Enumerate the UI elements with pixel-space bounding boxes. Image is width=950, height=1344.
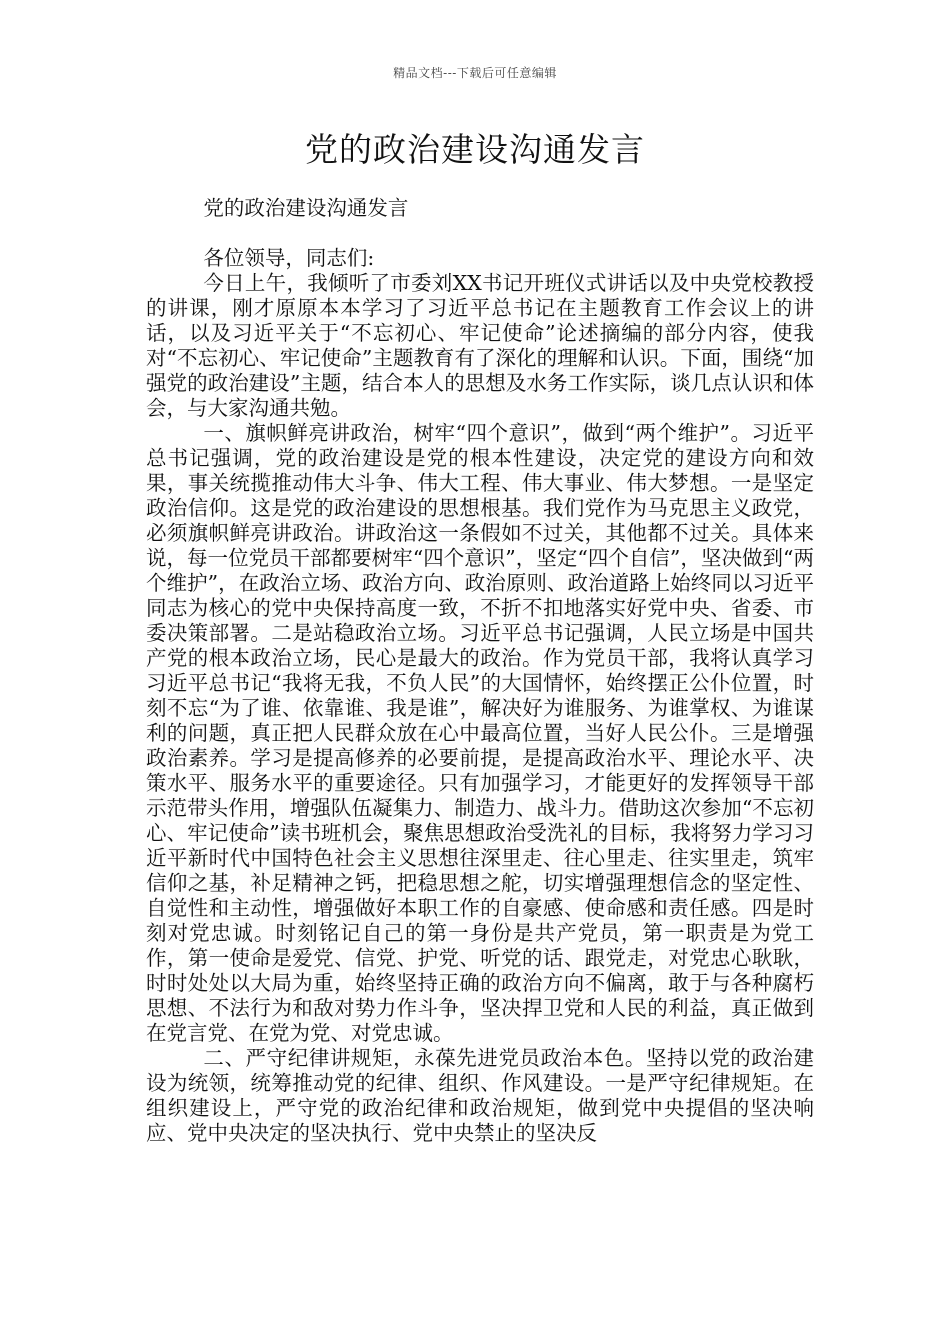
paragraph-section-two: 二、严守纪律讲规矩，永葆先进党员政治本色。坚持以党的政治建设为统领，统筹推动党的纪律、组织、作风建设。一是严守纪律规矩。在组织建设上，严守党的政治纪律和政治规矩，做到党中央提倡的坚决响应、党中央决定的坚决执行、党中央禁止的坚决反 xyxy=(146,1046,814,1145)
salutation: 各位领导，同志们: xyxy=(203,246,375,270)
document-body xyxy=(146,196,814,1146)
paragraph-section-one: 一、旗帜鲜亮讲政治，树牢“四个意识”，做到“两个维护”。习近平总书记强调，党的政治建设是党的根本性建设，决定党的建设方向和效果，事关统揽推动伟大斗争、伟大工程、伟大事业、伟大梦想。一是坚定政治信仰。这是党的政治建设的思想根基。我们党作为马克思主义政党，必须旗帜鲜亮讲政治。讲政治这一条假如不过关，其他都不过关。具体来说，每一位党员干部都要树牢“四个意识”，坚定“四个自信”，坚决做到“两个维护”，在政治立场、政治方向、政治原则、政治道路上始终同以习近平同志为核心的党中央保持高度一致，不折不扣地落实好党中央、省委、市委决策部署。二是站稳政治立场。习近平总书记强调，人民立场是中国共产党的根本政治立场，民心是最大的政治。作为党员干部，我将认真学习习近平总书记“我将无我，不负人民”的大国情怀，始终摆正公仆位置，时刻不忘“为了谁、依靠谁、我是谁”，解决好为谁服务、为谁掌权、为谁谋利的问题，真正把人民群众放在心中最高位置，当好人民公仆。三是增强政治素养。学习是提高修养的必要前提，是提高政治水平、理论水平、决策水平、服务水平的重要途径。只有加强学习，才能更好的发挥领导干部示范带头作用，增强队伍凝集力、制造力、战斗力。借助这次参加“不忘初心、牢记使命”读书班机会，聚焦思想政治受洗礼的目标，我将努力学习习近平新时代中国特色社会主义思想往深里走、往心里走、往实里走，筑牢信仰之基，补足精神之钙，把稳思想之舵，切实增强理想信念的坚定性、自觉性和主动性，增强做好本职工作的自豪感、使命感和责任感。四是时刻对党忠诚。时刻铭记自己的第一身份是共产党员，第一职责是为党工作，第一使命是爱党、信党、护党、听党的话、跟党走，对党忠心耿耿，时时处处以大局为重，始终坚持正确的政治方向不偏离，敢于与各种腐朽思想、不法行为和敌对势力作斗争，坚决捍卫党和人民的利益，真正做到在党言党、在党为党、对党忠诚。 xyxy=(146,421,814,1045)
document-subtitle: 党的政治建设沟通发言 xyxy=(203,196,409,220)
paragraph-intro: 今日上午，我倾听了市委刘XX书记开班仪式讲话以及中央党校教授的讲课，刚才原原本本学习了习近平总书记在主题教育工作会议上的讲话，以及习近平关于“不忘初心、牢记使命”论述摘编的部分内容，使我对“不忘初心、牢记使命”主题教育有了深化的理解和认识。下面，围绕“加强党的政治建设”主题，结合本人的思想及水务工作实际，谈几点认识和体会，与大家沟通共勉。 xyxy=(146,271,814,420)
header-note: 精品文档---下载后可任意编辑 xyxy=(393,66,557,80)
document-title: 党的政治建设沟通发言 xyxy=(305,130,645,169)
